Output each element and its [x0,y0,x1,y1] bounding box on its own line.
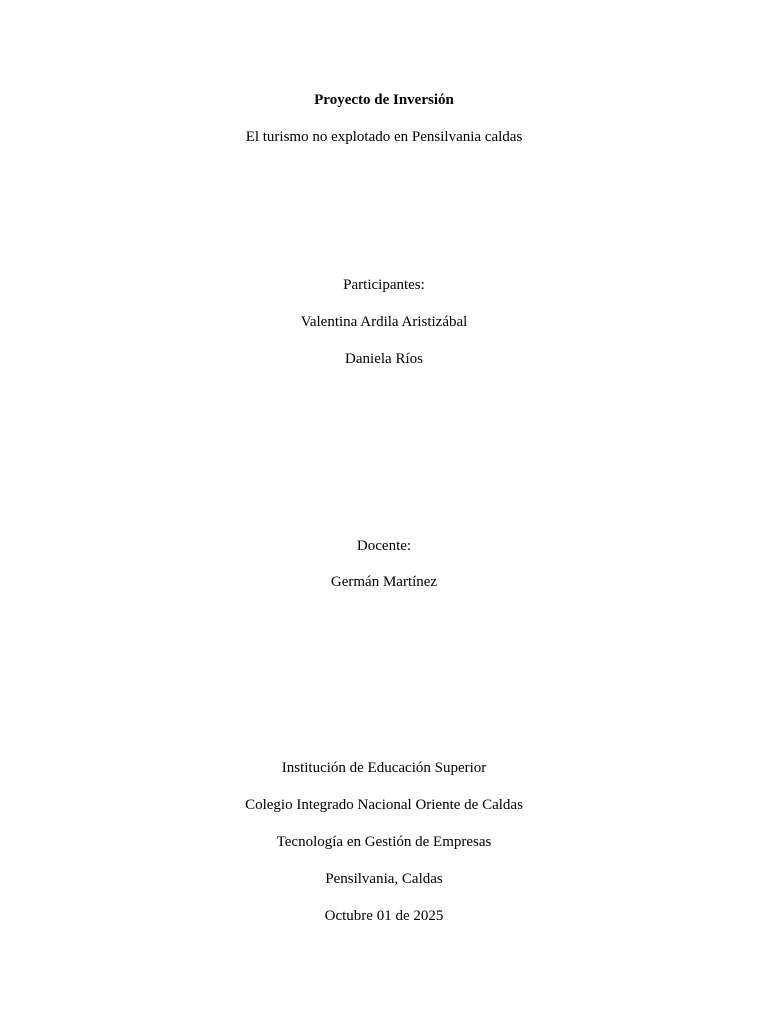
institution-name: Colegio Integrado Nacional Oriente de Caldas [245,797,523,813]
institution-type: Institución de Educación Superior [281,760,487,776]
teacher-name: Germán Martínez [330,574,438,590]
participants-heading: Participantes: [343,277,425,293]
participant-name: Daniela Ríos [345,351,423,367]
document-date: Octubre 01 de 2025 [324,908,444,924]
teacher-heading: Docente: [356,538,412,554]
location: Pensilvania, Caldas [325,871,443,887]
program-name: Tecnología en Gestión de Empresas [276,834,492,850]
document-title: Proyecto de Inversión [314,92,454,108]
document-subtitle: El turismo no explotado en Pensilvania caldas [245,129,523,145]
participant-name: Valentina Ardila Aristizábal [300,314,468,330]
